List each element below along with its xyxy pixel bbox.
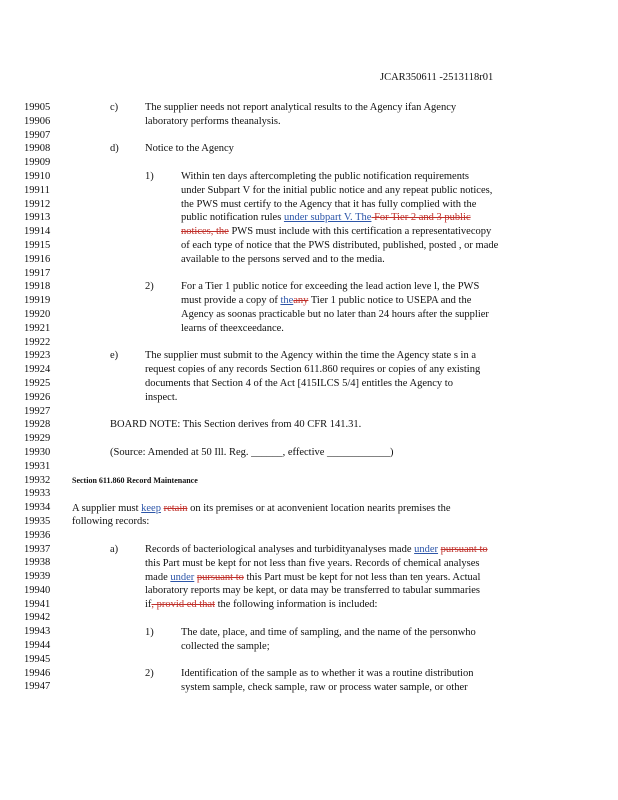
item-a2-text	[181, 667, 473, 695]
source-mid: , effective	[282, 447, 325, 458]
line-number: 19940	[24, 584, 51, 596]
line-number: 19942	[24, 612, 51, 624]
line-number: 19947	[24, 681, 51, 693]
para-a-line	[145, 571, 488, 585]
text-run: must provide a copy of	[181, 295, 281, 307]
inserted-text: the	[280, 295, 294, 307]
line-number: 19909	[24, 157, 51, 169]
line-number: 19918	[24, 281, 51, 293]
line-number-column	[24, 101, 50, 694]
text-run: made	[145, 571, 171, 583]
line-number: 19945	[24, 653, 51, 665]
para-e-line: The supplier must submit to the Agency within the time the Agency state s in a	[145, 350, 476, 362]
line-number: 19938	[24, 557, 51, 569]
line-number: 19907	[24, 129, 51, 141]
line-number: 19926	[24, 391, 51, 403]
para-a-line: this Part must be kept for not less than five years. Records of chemical analyses	[145, 557, 480, 569]
text-run: this Part must be kept for not less than ten years. Actual	[243, 571, 481, 583]
line-number: 19908	[24, 143, 51, 155]
line-number: 19912	[24, 198, 51, 210]
text-run: public notification rules	[181, 212, 284, 224]
intro-line	[72, 502, 451, 516]
line-number: 19924	[24, 364, 51, 376]
line-number: 19917	[24, 267, 51, 279]
intro-line: following records:	[72, 516, 150, 528]
para-c-line: The supplier needs not report analytical results to the Agency ifan Agency	[145, 102, 457, 113]
line-number: 19929	[24, 433, 51, 445]
line-number: 19936	[24, 529, 51, 541]
line-number: 19919	[24, 295, 51, 307]
para-a-line: laboratory reports may be kept, or data may be transferred to tabular summaries	[145, 585, 481, 597]
source-suffix: )	[390, 447, 394, 458]
line-number: 19914	[24, 226, 51, 238]
item-d2-text	[181, 280, 489, 335]
item-d1-line: available to the persons served and to the media.	[181, 253, 385, 265]
item-a1-line: collected the sample;	[181, 640, 270, 652]
item-a1-text	[181, 626, 476, 654]
item-a1-line: The date, place, and time of sampling, and the name of the personwho	[181, 627, 476, 638]
text-run: Tier 1 public notice to USEPA and the	[308, 295, 472, 307]
text-run: the following information is included:	[215, 599, 378, 611]
line-number: 19946	[24, 667, 51, 679]
inserted-text: under subpart V. The	[283, 212, 372, 224]
para-e-text	[145, 349, 480, 404]
deleted-text: pursuant to	[196, 571, 244, 583]
item-d1-line	[181, 225, 498, 239]
item-a1-label: 1)	[145, 627, 154, 638]
para-a-label: a)	[110, 544, 119, 555]
text-run: if	[145, 599, 152, 611]
line-number: 19941	[24, 598, 51, 610]
line-number: 19931	[24, 460, 51, 472]
deleted-text: notices, the	[181, 226, 229, 238]
para-e-line: request copies of any records Section 611.860 requires or copies of any existing	[145, 364, 481, 376]
para-e-line: documents that Section 4 of the Act [415ILCS 5/4] entitles the Agency to	[145, 377, 453, 389]
line-number: 19943	[24, 626, 51, 638]
deleted-text: pursuant to	[440, 544, 488, 555]
item-d1-line: of each type of notice that the PWS distributed, published, posted , or made	[181, 239, 499, 251]
inserted-text: under	[170, 571, 195, 583]
item-a2-label: 2)	[145, 668, 154, 680]
line-number: 19920	[24, 308, 51, 320]
inserted-text: under	[414, 544, 439, 555]
line-number: 19944	[24, 640, 51, 652]
item-d1-line	[181, 211, 498, 225]
intro-text	[72, 502, 451, 530]
board-note: BOARD NOTE: This Section derives from 40 CFR 141.31.	[110, 419, 362, 431]
para-a-text	[145, 543, 488, 612]
line-number: 19923	[24, 350, 51, 362]
line-number: 19937	[24, 543, 51, 555]
line-number: 19921	[24, 322, 51, 334]
text-run: on its premises or at aconvenient location nearits premises the	[187, 502, 451, 514]
line-number: 19930	[24, 446, 51, 458]
section-heading: Section 611.860 Record Maintenance	[72, 476, 198, 485]
source-blank: ____________	[327, 447, 391, 458]
item-d2-line	[181, 294, 489, 308]
line-number: 19922	[24, 336, 51, 348]
item-a2-line: system sample, check sample, raw or process water sample, or other	[181, 682, 468, 694]
source-prefix: (Source: Amended at 50 Ill. Reg.	[110, 447, 249, 458]
para-d-heading: Notice to the Agency	[145, 143, 234, 155]
source-note	[110, 446, 394, 460]
para-c-label: c)	[110, 102, 119, 113]
line-number: 19935	[24, 515, 51, 527]
inserted-text: keep	[141, 502, 161, 514]
deleted-text: any	[293, 295, 309, 307]
source-blank: ______	[251, 447, 283, 458]
deleted-text: , provid ed that	[151, 599, 215, 611]
item-d1-line: under Subpart V for the initial public notice and any repeat public notices,	[181, 184, 493, 196]
text-run: PWS must include with this certification a representativecopy	[228, 226, 492, 238]
item-d2-line: learns of theexceedance.	[181, 322, 284, 334]
para-c-text	[145, 101, 456, 129]
line-number: 19915	[24, 239, 51, 251]
line-number: 19934	[24, 502, 51, 514]
item-d2-line: Agency as soonas practicable but no later than 24 hours after the supplier	[181, 308, 489, 320]
line-number: 19928	[24, 419, 51, 431]
line-number: 19925	[24, 377, 51, 389]
deleted-text: For Tier 2 and 3 public	[371, 212, 471, 224]
para-a-line	[145, 598, 488, 612]
item-d1-text	[181, 170, 498, 267]
deleted-text: retain	[163, 502, 188, 514]
line-number: 19910	[24, 170, 51, 182]
document-id: JCAR350611 -2513118r01	[380, 72, 494, 83]
line-number: 19933	[24, 488, 51, 500]
item-d1-line: the PWS must certify to the Agency that it has fully complied with the	[181, 198, 477, 210]
line-number: 19906	[24, 115, 51, 127]
line-number: 19939	[24, 571, 51, 583]
line-number: 19911	[24, 184, 50, 196]
para-e-label: e)	[110, 350, 119, 362]
item-d1-line: Within ten days aftercompleting the public notification requirements	[181, 171, 469, 182]
line-number: 19932	[24, 474, 51, 486]
para-e-line: inspect.	[145, 391, 178, 403]
item-a2-line: Identification of the sample as to whether it was a routine distribution	[181, 668, 474, 680]
line-number: 19927	[24, 405, 51, 417]
line-number: 19916	[24, 253, 51, 265]
para-c-line: laboratory performs theanalysis.	[145, 115, 281, 127]
item-d2-line: For a Tier 1 public notice for exceeding the lead action leve l, the PWS	[181, 281, 480, 293]
text-run: A supplier must	[72, 502, 142, 514]
item-d1-label: 1)	[145, 171, 154, 182]
para-a-line	[145, 543, 488, 557]
line-number: 19905	[24, 102, 51, 113]
line-number: 19913	[24, 212, 51, 224]
text-run: Records of bacteriological analyses and turbidityanalyses made	[145, 544, 415, 555]
item-d2-label: 2)	[145, 281, 154, 293]
para-d-label: d)	[110, 143, 119, 155]
